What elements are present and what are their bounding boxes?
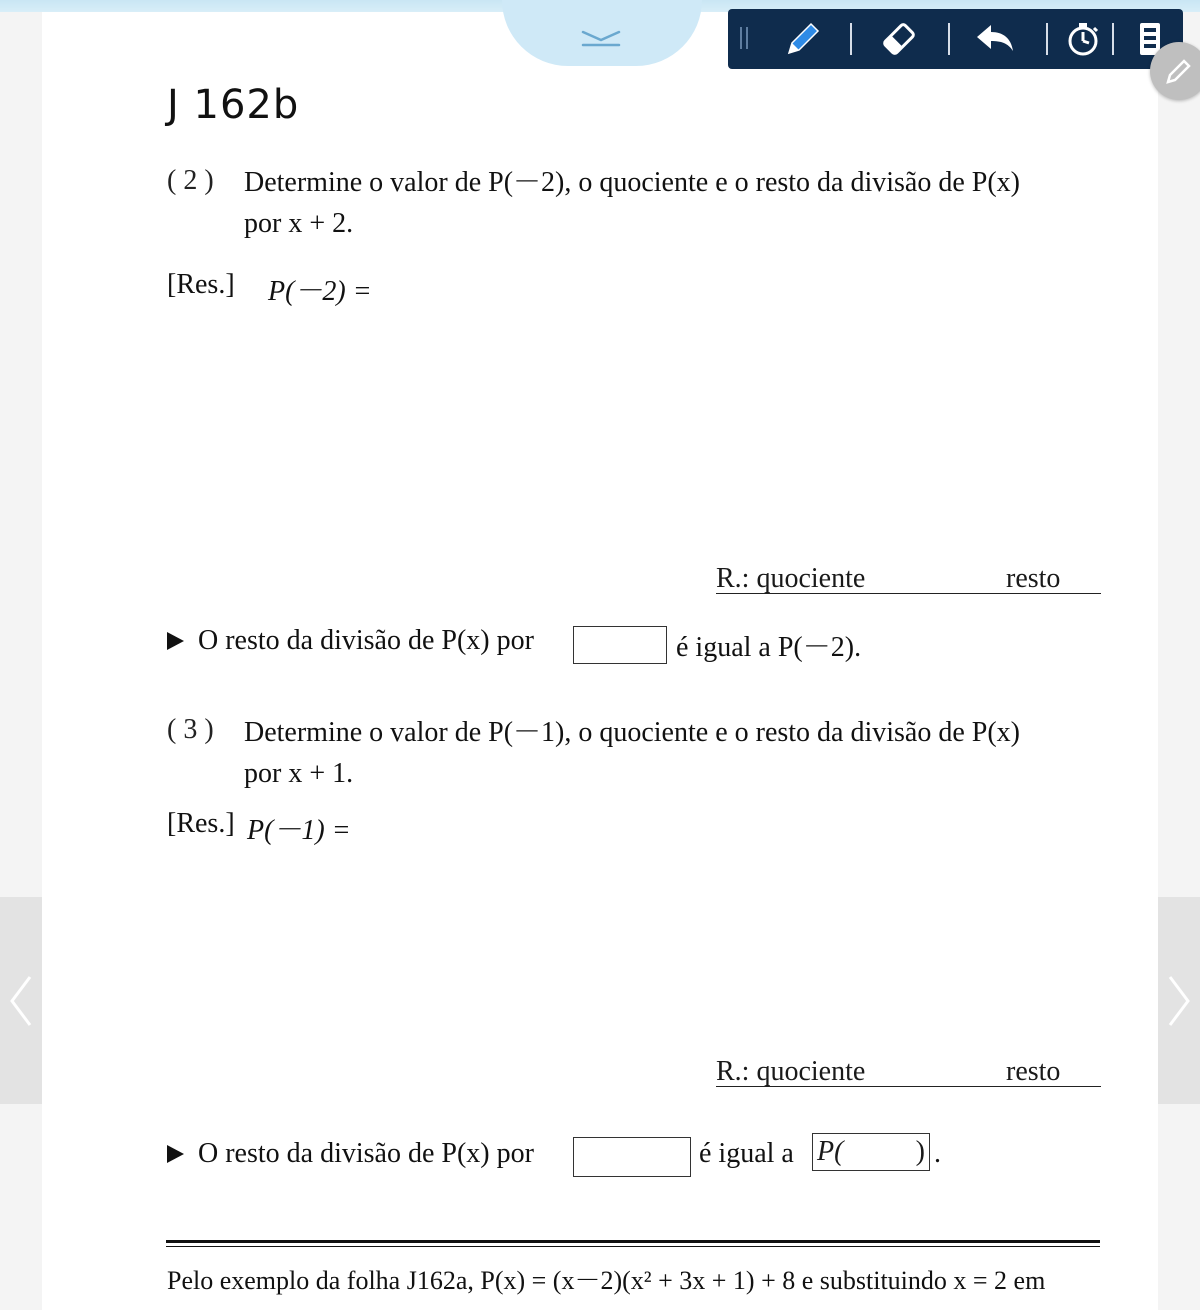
answer-box[interactable] <box>812 1133 930 1171</box>
pencil-icon <box>1164 56 1194 86</box>
undo-icon <box>973 19 1017 59</box>
pen-icon <box>783 19 823 59</box>
toolbar-divider <box>850 23 852 55</box>
question-number: ( 2 ) <box>167 165 214 196</box>
remainder-label: resto <box>1006 1056 1061 1087</box>
hint-text: O resto da divisão de P(x) por <box>198 625 534 656</box>
timer-button[interactable] <box>1060 17 1106 61</box>
hint-text: O resto da divisão de P(x) por <box>198 1138 534 1169</box>
undo-button[interactable] <box>972 17 1018 61</box>
toolbar-divider <box>1046 23 1048 55</box>
hint-text: é igual a <box>699 1138 794 1169</box>
grip-icon[interactable] <box>738 27 750 49</box>
eraser-icon <box>879 19 919 59</box>
answer-line <box>716 563 1101 594</box>
eraser-tool-button[interactable] <box>876 17 922 61</box>
question-text-line: Determine o valor de P(－2), o quociente e o resto da divisão de P(x) <box>244 167 1021 198</box>
remainder-label: resto <box>1006 563 1061 594</box>
quotient-label: R.: quociente <box>716 1056 866 1087</box>
sheet-code: J 162b <box>167 82 300 128</box>
box-prefix: P( <box>817 1136 844 1167</box>
edit-button[interactable] <box>1150 42 1200 100</box>
question-number: ( 3 ) <box>167 714 214 745</box>
chevron-right-icon <box>1166 973 1192 1029</box>
hint-note <box>167 1138 534 1170</box>
chevron-left-icon <box>8 973 34 1029</box>
question-text-line: Determine o valor de P(－1), o quociente e o resto da divisão de P(x) <box>244 717 1021 748</box>
question-text-line: por x + 1. <box>244 758 354 789</box>
drawing-toolbar <box>728 9 1183 69</box>
footer-text: Pelo exemplo da folha J162a, P(x) = (x－2)(x² + 3x + 1) + 8 e substituindo x = 2 em <box>167 1266 1046 1295</box>
divider <box>166 1246 1100 1247</box>
toolbar-divider <box>948 23 950 55</box>
pen-tool-button[interactable] <box>780 17 826 61</box>
stopwatch-icon <box>1063 19 1103 59</box>
previous-page-button[interactable] <box>0 897 42 1104</box>
answer-line <box>716 1056 1101 1087</box>
resolution-label: [Res.] <box>167 808 235 839</box>
arrow-bullet-icon <box>167 1145 184 1163</box>
next-page-button[interactable] <box>1158 897 1200 1104</box>
divider <box>166 1240 1100 1243</box>
resolution-label: [Res.] <box>167 269 235 300</box>
hint-text: é igual a P(－2). <box>676 632 862 663</box>
question-text-line: por x + 2. <box>244 208 354 239</box>
arrow-bullet-icon <box>167 632 184 650</box>
resolution-expression: P(－2) = <box>268 276 372 307</box>
chevron-down-icon <box>580 26 622 48</box>
hint-note <box>167 625 534 657</box>
hint-text: . <box>934 1138 941 1169</box>
answer-box[interactable] <box>573 1137 691 1177</box>
answer-box[interactable] <box>573 626 667 664</box>
toolbar-divider <box>1112 23 1114 55</box>
box-suffix: ) <box>915 1136 925 1167</box>
quotient-label: R.: quociente <box>716 563 866 594</box>
resolution-expression: P(－1) = <box>247 815 351 846</box>
